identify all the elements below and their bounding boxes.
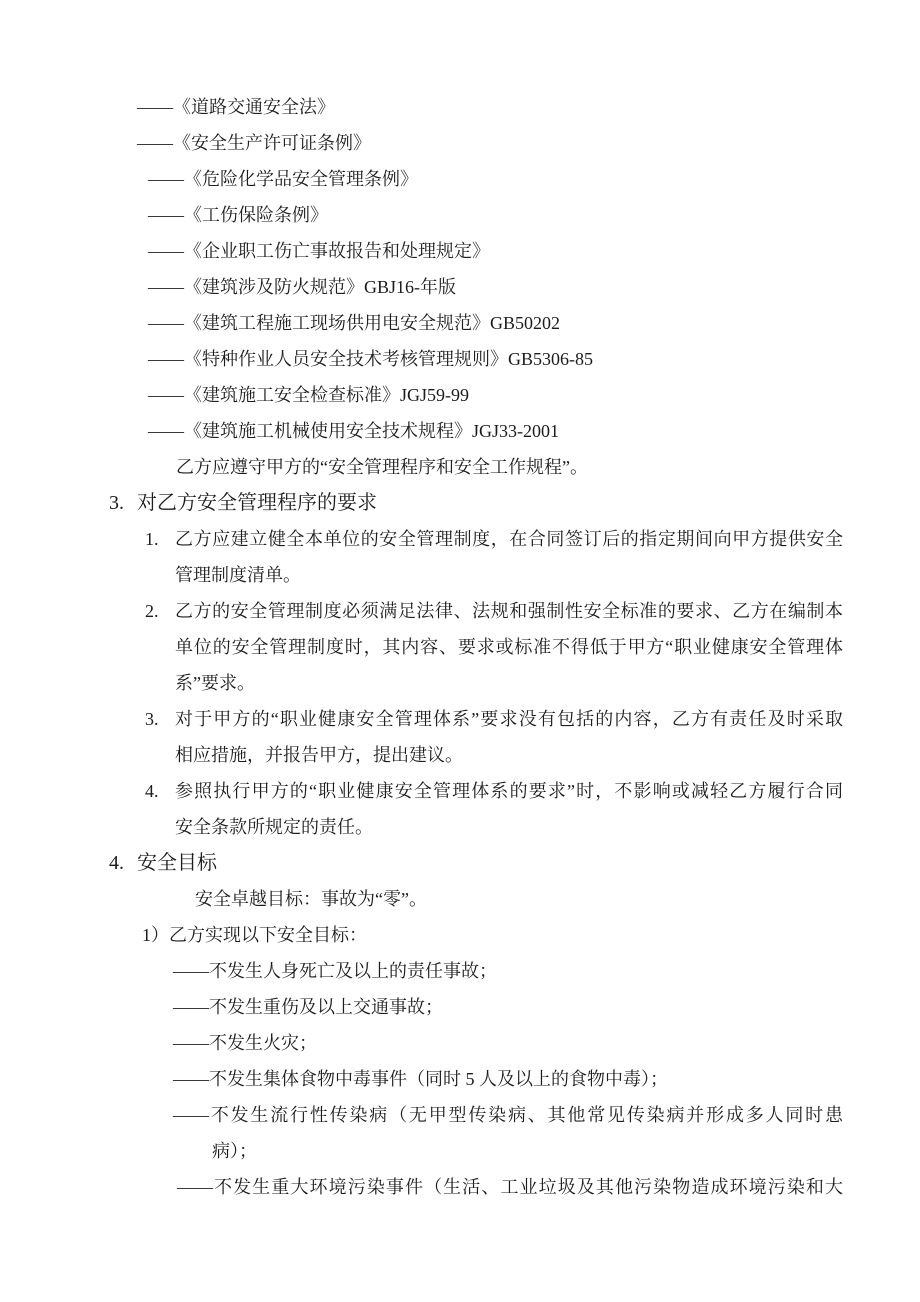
list-number: 3. [145, 709, 159, 729]
line-text: 系”要求。 [175, 673, 255, 693]
document-line [195, 881, 427, 917]
line-text: ——不发生流行性传染病（无甲型传染病、其他常见传染病并形成多人同时患 [173, 1105, 843, 1125]
line-text: 参照执行甲方的“职业健康安全管理体系的要求”时，不影响或减轻乙方履行合同 [175, 781, 843, 801]
line-text: 乙方应遵守甲方的“安全管理程序和安全工作规程”。 [176, 457, 588, 477]
document-line [148, 341, 593, 377]
line-text: 安全目标 [137, 852, 217, 874]
line-text: 相应措施，并报告甲方，提出建议。 [175, 745, 463, 765]
document-line [177, 1169, 843, 1205]
document-line [176, 449, 588, 485]
line-text: ——不发生集体食物中毒事件（同时 5 人及以上的食物中毒）； [173, 1069, 668, 1089]
line-text: 管理制度清单。 [175, 565, 301, 585]
line-text: ——《工伤保险条例》 [148, 205, 328, 225]
document-line [148, 161, 418, 197]
document-line [212, 1133, 257, 1169]
line-text: ——不发生重伤及以上交通事故； [173, 997, 443, 1017]
document-line [175, 737, 463, 773]
line-text: ——不发生人身死亡及以上的责任事故； [173, 961, 497, 981]
line-text: ——不发生火灾； [173, 1033, 317, 1053]
document-line [148, 233, 490, 269]
document-line [173, 1061, 668, 1097]
line-text: ——《安全生产许可证条例》 [137, 133, 371, 153]
list-number: 3. [109, 492, 124, 514]
line-text: ——《道路交通安全法》 [137, 97, 335, 117]
line-text: ——《企业职工伤亡事故报告和处理规定》 [148, 241, 490, 261]
document-line [148, 269, 456, 305]
document-line [175, 629, 843, 665]
document-line [148, 305, 560, 341]
document-line [175, 665, 255, 701]
document-line [175, 809, 373, 845]
document-line [137, 125, 371, 161]
line-text: 单位的安全管理制度时，其内容、要求或标准不得低于甲方“职业健康安全管理体 [175, 637, 843, 657]
document-line [175, 557, 301, 593]
document-line [148, 377, 469, 413]
document-line [173, 1025, 317, 1061]
line-text: 乙方应建立健全本单位的安全管理制度，在合同签订后的指定期间向甲方提供安全 [175, 529, 843, 549]
list-number: 4. [109, 852, 124, 874]
line-text: ——《建筑施工机械使用安全技术规程》JGJ33-2001 [148, 421, 560, 441]
line-text: 1）乙方实现以下安全目标： [142, 925, 367, 945]
line-text: 对乙方安全管理程序的要求 [137, 492, 377, 514]
document-line [137, 89, 335, 125]
document-line [173, 1097, 843, 1133]
document-line [148, 413, 559, 449]
document-line [173, 953, 497, 989]
list-number: 4. [145, 781, 159, 801]
line-text: ——《建筑施工安全检查标准》JGJ59-99 [148, 385, 470, 405]
line-text: ——《特种作业人员安全技术考核管理规则》GB5306-85 [148, 349, 593, 369]
line-text: 病）； [212, 1141, 257, 1161]
document-line [148, 197, 328, 233]
document-line [109, 845, 217, 881]
list-number: 2. [145, 601, 159, 621]
document-line [145, 593, 843, 629]
line-text: 安全卓越目标：事故为“零”。 [195, 889, 427, 909]
line-text: ——《建筑工程施工现场供用电安全规范》GB50202 [148, 313, 561, 333]
document-line [173, 989, 443, 1025]
document-line [145, 701, 843, 737]
line-text: ——不发生重大环境污染事件（生活、工业垃圾及其他污染物造成环境污染和大 [177, 1177, 843, 1197]
line-text: ——《危险化学品安全管理条例》 [148, 169, 418, 189]
document-line [109, 485, 377, 521]
document-line [145, 521, 843, 557]
list-number: 1. [145, 529, 159, 549]
line-text: 乙方的安全管理制度必须满足法律、法规和强制性安全标准的要求、乙方在编制本 [175, 601, 843, 621]
document-line [142, 917, 367, 953]
line-text: ——《建筑涉及防火规范》GBJ16-年版 [148, 277, 457, 297]
line-text: 对于甲方的“职业健康安全管理体系”要求没有包括的内容，乙方有责任及时采取 [175, 709, 843, 729]
document-line [145, 773, 843, 809]
line-text: 安全条款所规定的责任。 [175, 817, 373, 837]
